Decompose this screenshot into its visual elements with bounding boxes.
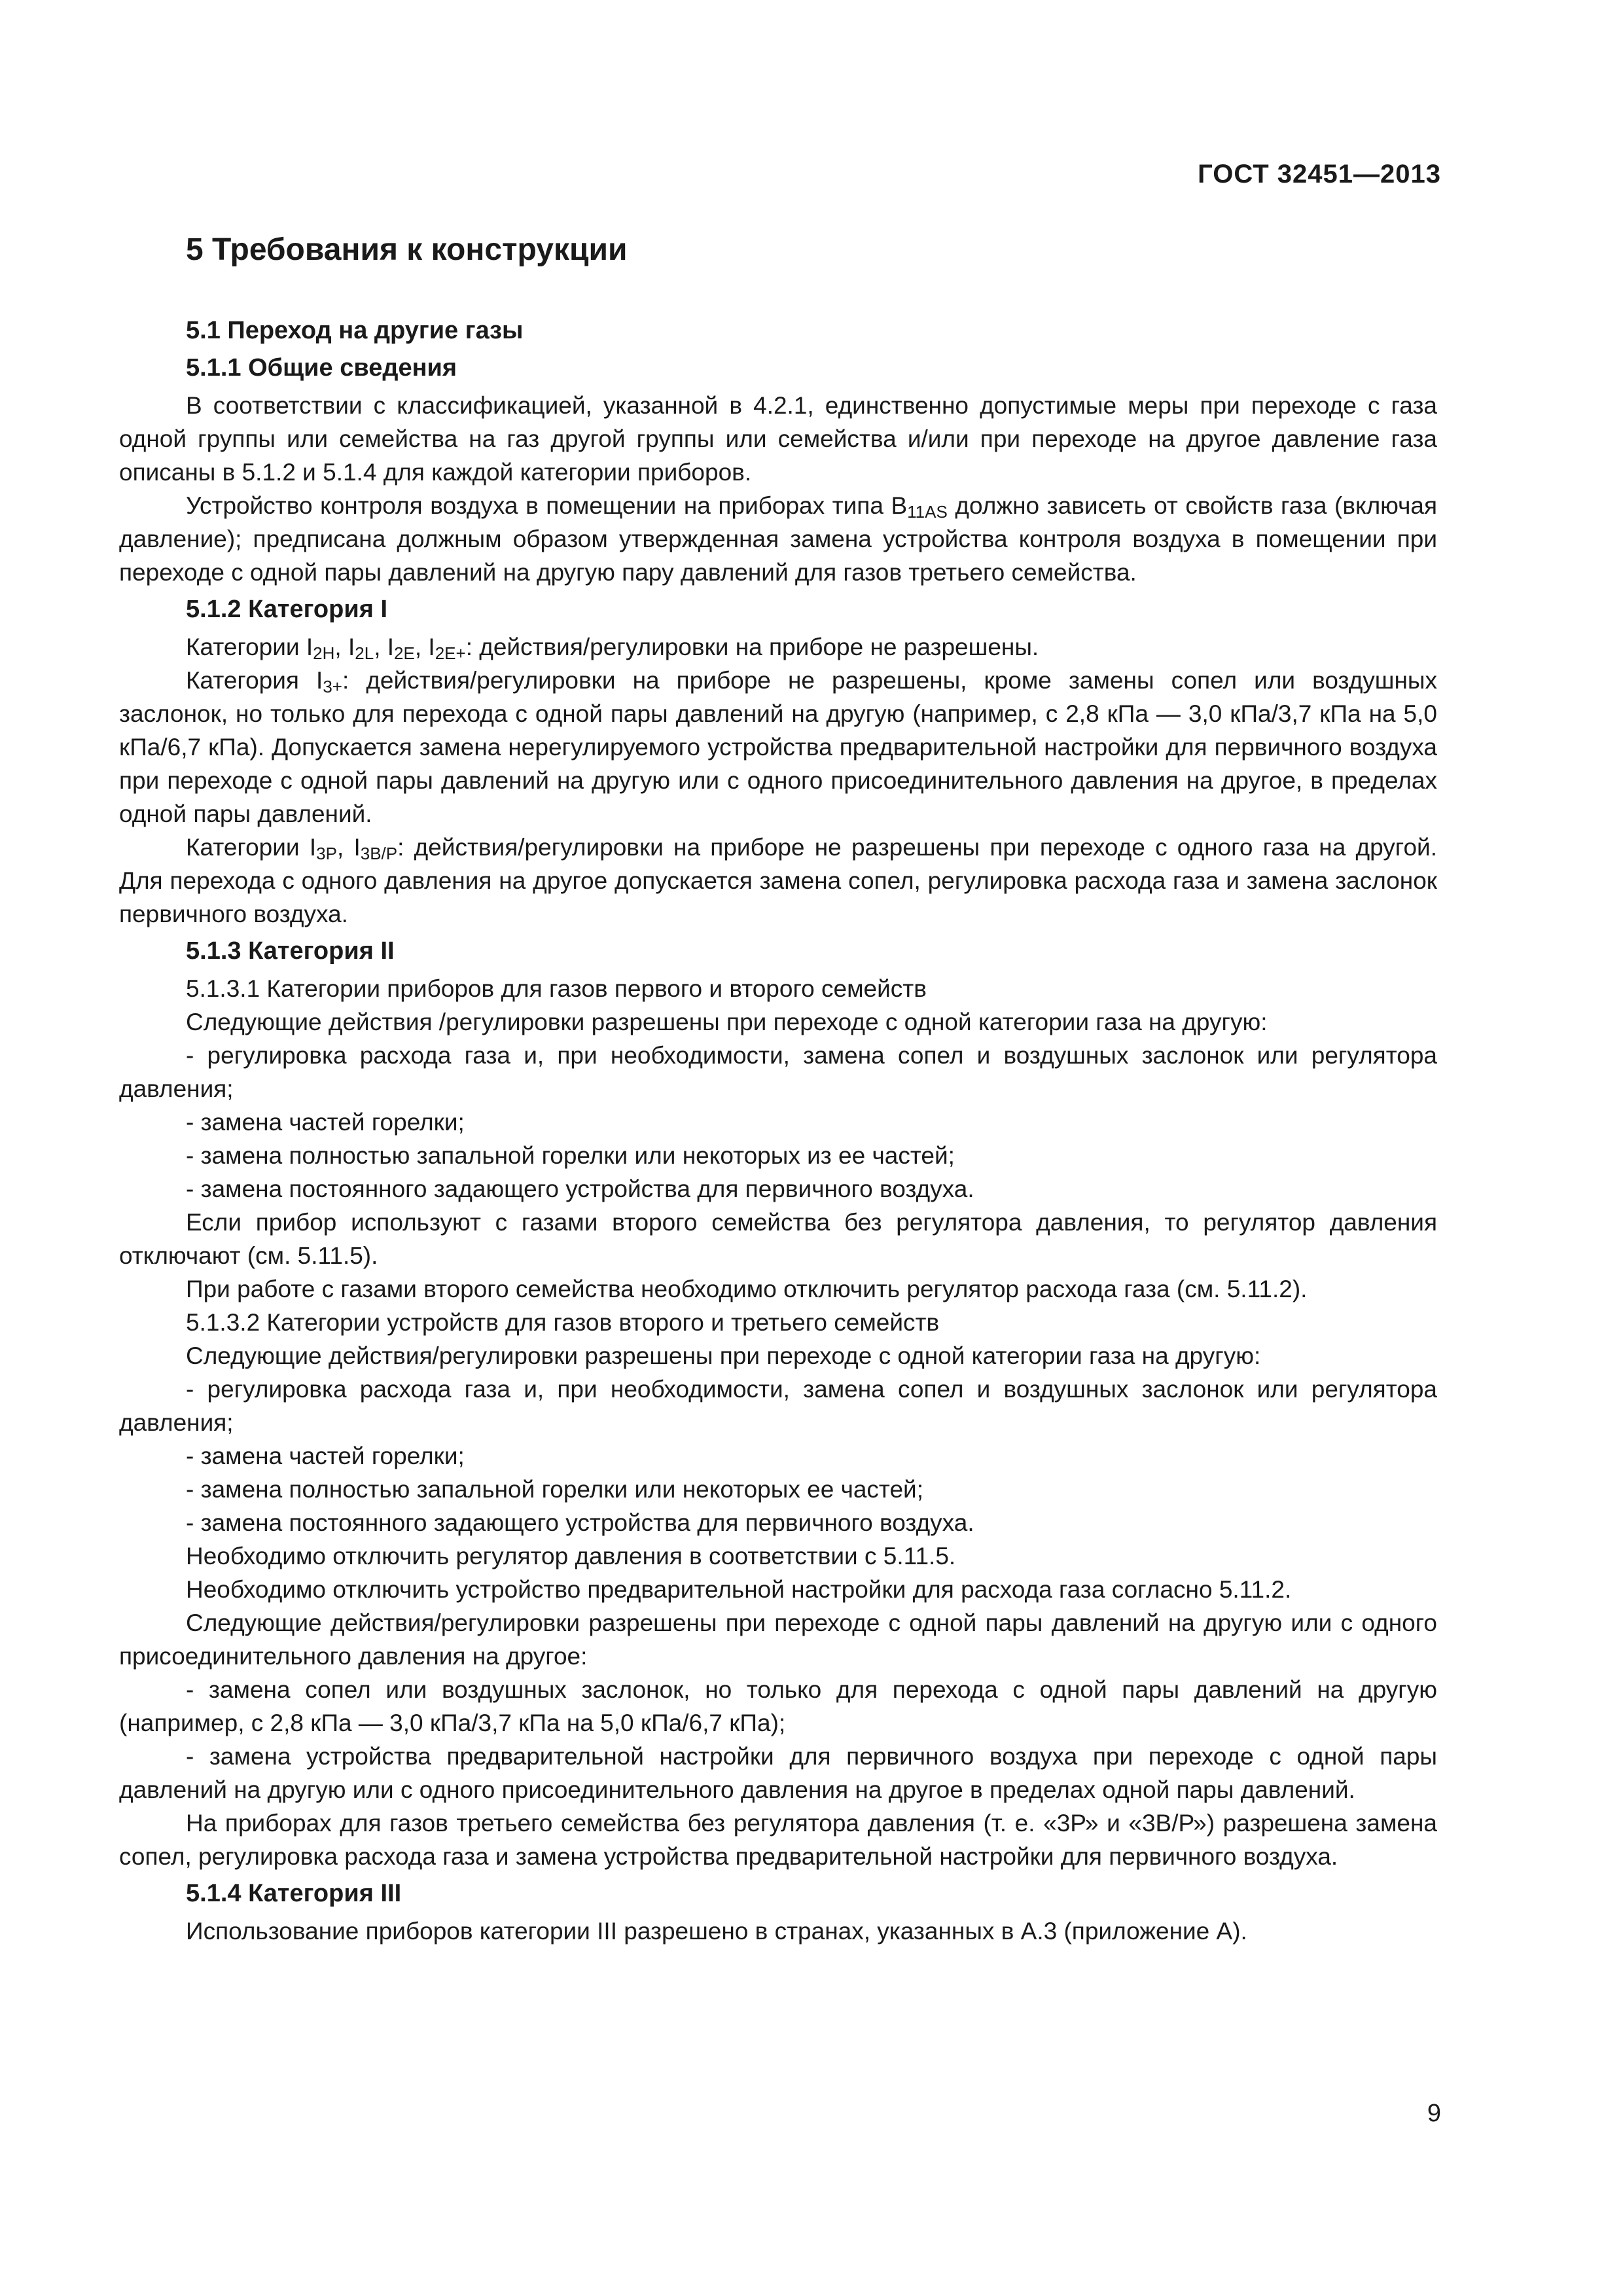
standard-number: ГОСТ 32451—2013 <box>1198 160 1441 188</box>
paragraph-5-1-3-2-b7: Необходимо отключить устройство предварительной настройки для расхода газа согласно 5.11.2. <box>186 1576 1292 1603</box>
subsection-5-1-3-1-title: 5.1.3.1 Категории приборов для газов первого и второго семейств <box>186 975 927 1002</box>
paragraph-5-1-1-2: Устройство контроля воздуха в помещении на приборах типа $B_{11AS}$ должно зависеть от свойств газа (включая давление); предписана должным образом утвержденная замена устройства контроля воздуха в помещении при переходе с одной пары давлений на другую пару давлений для газов третьего семейства. <box>119 492 1437 586</box>
list-item: - замена постоянного задающего устройства для первичного воздуха. <box>186 1175 974 1202</box>
section-5-1-heading: 5.1 Переход на другие газы <box>186 317 524 344</box>
paragraph-5-1-3-2-b1: Следующие действия/регулировки разрешены при переходе с одной категории газа на другую: <box>186 1342 1261 1369</box>
section-5-1-3-heading: 5.1.3 Категория II <box>186 937 395 965</box>
paragraph-5-1-3-1-a6: Если прибор используют с газами второго семейства без регулятора давления, то регулятор давления отключают (см. 5.11.5). <box>119 1209 1437 1269</box>
paragraph-5-1-2-2: Категория $I_{3+}$: действия/регулировки на приборе не разрешены, кроме замены сопел или воздушных заслонок, но только для перехода с одной пары давлений на другую (например, с 2,8 кПа — 3,0 кПа/3,7 кПа на 5,0 кПа/6,7 кПа). Допускается замена нерегулируемого устройства предварительной настройки для первичного воздуха при переходе с одной пары давлений на другую или с одного присоединительного давления на другое, в пределах одной пары давлений. <box>119 667 1437 827</box>
list-item: - замена устройства предварительной настройки для первичного воздуха при переходе с одной пары давлений на другую или с одного присоединительного давления на другое в пределах одной пары давлений. <box>119 1743 1437 1803</box>
page-content <box>119 229 1437 1948</box>
list-item: - замена постоянного задающего устройства для первичного воздуха. <box>186 1509 974 1536</box>
list-item: - замена сопел или воздушных заслонок, но только для перехода с одной пары давлений на другую (например, с 2,8 кПа — 3,0 кПа/3,7 кПа на 5,0 кПа/6,7 кПа); <box>119 1676 1437 1736</box>
paragraph-5-1-3-2-b11: На приборах для газов третьего семейства без регулятора давления (т. е. «3Р» и «3В/Р») разрешена замена сопел, регулировка расхода газа и замена устройства предварительной настройки для первичного воздуха. <box>119 1810 1437 1870</box>
section-5-1-2-heading: 5.1.2 Категория I <box>186 596 388 623</box>
list-item: - регулировка расхода газа и, при необходимости, замена сопел и воздушных заслонок или регулятора давления; <box>119 1042 1437 1102</box>
paragraph-5-1-2-1: Категории $I_{2H}$, $I_{2L}$, $I_{2E}$, $I_{2E+}$: действия/регулировки на приборе не разрешены. <box>186 634 1039 663</box>
section-5-heading: 5 Требования к конструкции <box>186 232 628 267</box>
list-item: - замена полностью запальной горелки или некоторых из ее частей; <box>186 1142 955 1169</box>
paragraph-5-1-3-2-b8: Следующие действия/регулировки разрешены при переходе с одной пары давлений на другую или с одного присоединительного давления на другое: <box>119 1609 1437 1670</box>
list-item: - замена полностью запальной горелки или некоторых ее частей; <box>186 1476 923 1503</box>
paragraph-5-1-3-1-a1: Следующие действия /регулировки разрешены при переходе с одной категории газа на другую: <box>186 1009 1268 1035</box>
list-item: - замена частей горелки; <box>186 1109 465 1136</box>
paragraph-5-1-2-3: Категории $I_{3P}$, $I_{3B/P}$: действия/регулировки на приборе не разрешены при переходе с одного газа на другой. Для перехода с одного давления на другое допускается замена сопел, регулировка расхода газа и замена заслонок первичного воздуха. <box>119 834 1437 927</box>
section-5-1-1-heading: 5.1.1 Общие сведения <box>186 354 457 382</box>
paragraph-5-1-4-1: Использование приборов категории III разрешено в странах, указанных в А.3 (приложение А). <box>186 1918 1247 1945</box>
page-number: 9 <box>1427 2100 1441 2127</box>
paragraph-5-1-1-1: В соответствии с классификацией, указанной в 4.2.1, единственно допустимые меры при переходе с газа одной группы или семейства на газ другой группы или семейства и/или при переходе на другое давление газа описаны в 5.1.2 и 5.1.4 для каждой категории приборов. <box>119 392 1437 486</box>
paragraph-5-1-3-1-a7: При работе с газами второго семейства необходимо отключить регулятор расхода газа (см. 5.11.2). <box>186 1276 1308 1302</box>
paragraph-5-1-3-2-b6: Необходимо отключить регулятор давления в соответствии с 5.11.5. <box>186 1543 956 1570</box>
subsection-5-1-3-2-title: 5.1.3.2 Категории устройств для газов второго и третьего семейств <box>186 1309 940 1336</box>
list-item: - регулировка расхода газа и, при необходимости, замена сопел и воздушных заслонок или регулятора давления; <box>119 1376 1437 1436</box>
section-5-1-4-heading: 5.1.4 Категория III <box>186 1880 402 1907</box>
list-item: - замена частей горелки; <box>186 1443 465 1469</box>
